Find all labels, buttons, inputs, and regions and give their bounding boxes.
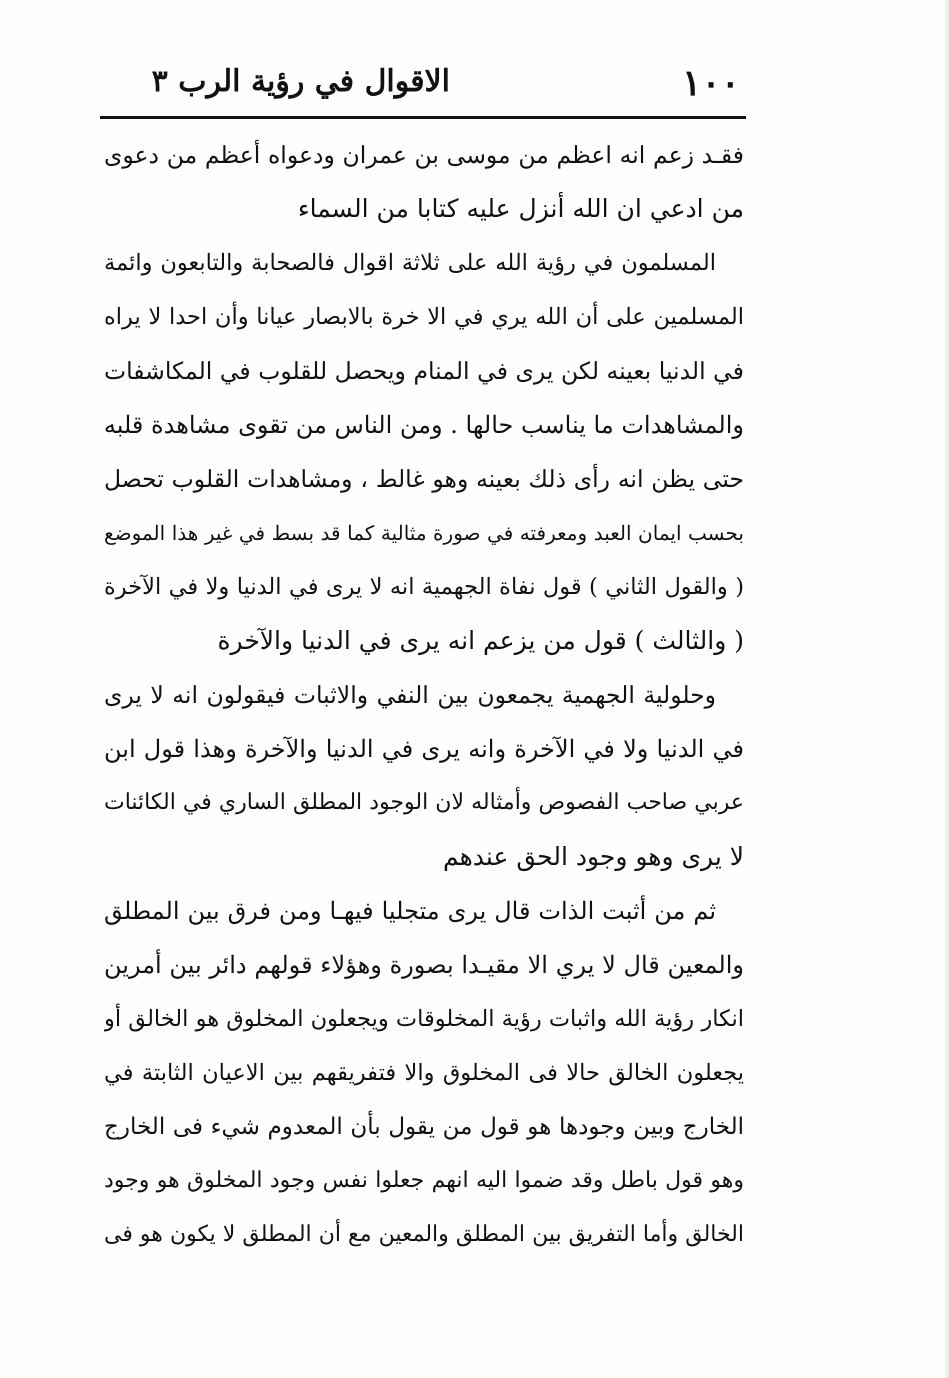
text-line: الخالق وأما التفريق بين المطلق والمعين مع أن المطلق لا يكون هو فى	[104, 1222, 744, 1247]
text-line: لا يرى وهو وجود الحق عندهم	[442, 842, 744, 871]
text-line: ( والقول الثاني ) قول نفاة الجهمية انه لا يرى في الدنيا ولا في الآخرة	[104, 574, 744, 600]
page-number: ١٠٠	[681, 62, 740, 104]
text-line: المسلمين على أن الله يري في الا خرة بالابصار عيانا وأن احدا لا يراه	[104, 304, 744, 330]
text-line: والمشاهدات ما يناسب حالها . ومن الناس من تقوى مشاهدة قلبه	[104, 411, 744, 439]
text-line: من ادعي ان الله أنزل عليه كتابا من السماء	[297, 194, 744, 223]
text-line: فقـد زعم انه اعظم من موسى بن عمران ودعواه أعظم من دعوى	[104, 141, 744, 169]
header-rule	[100, 116, 746, 119]
text-line: المسلمون في رؤية الله على ثلاثة اقوال فالصحابة والتابعون وائمة	[104, 250, 716, 276]
text-line: والمعين قال لا يري الا مقيـدا بصورة وهؤلاء قولهم دائر بين أمرين	[104, 951, 744, 979]
page-edge	[943, 0, 949, 1378]
text-line: يجعلون الخالق حالا فى المخلوق والا فتفريقهم بين الاعيان الثابتة في	[104, 1060, 744, 1086]
text-line: الخارج وبين وجودها هو قول من يقول بأن المعدوم شيء فى الخارج	[104, 1114, 744, 1140]
text-line: حتى يظن انه رأى ذلك بعينه وهو غالط ، ومشاهدات القلوب تحصل	[104, 465, 744, 493]
text-line: وحلولية الجهمية يجمعون بين النفي والاثبات فيقولون انه لا يرى	[104, 681, 716, 709]
text-line: ثم من أثبت الذات قال يرى متجليا فيهـا ومن فرق بين المطلق	[104, 897, 716, 925]
text-line: انكار رؤية الله واثبات رؤية المخلوقات ويجعلون المخلوق هو الخالق أو	[104, 1006, 744, 1032]
text-line: بحسب ايمان العبد ومعرفته في صورة مثالية كما قد بسط في غير هذا الموضع	[104, 521, 744, 545]
text-line: وهو قول باطل وقد ضموا اليه انهم جعلوا نفس وجود المخلوق هو وجود	[104, 1168, 744, 1193]
body-text	[104, 128, 744, 1262]
text-line: في الدنيا بعينه لكن يرى في المنام ويحصل للقلوب في المكاشفات	[104, 357, 744, 385]
page-header	[100, 58, 740, 108]
text-line: في الدنيا ولا في الآخرة وانه يرى في الدنيا والآخرة وهذا قول ابن	[104, 735, 744, 763]
running-title: الاقوال في رؤية الرب ٣	[151, 64, 450, 99]
text-line: عربي صاحب الفصوص وأمثاله لان الوجود المطلق الساري في الكائنات	[104, 790, 744, 815]
text-line: ( والثالث ) قول من يزعم انه يرى في الدنيا والآخرة	[217, 626, 744, 655]
